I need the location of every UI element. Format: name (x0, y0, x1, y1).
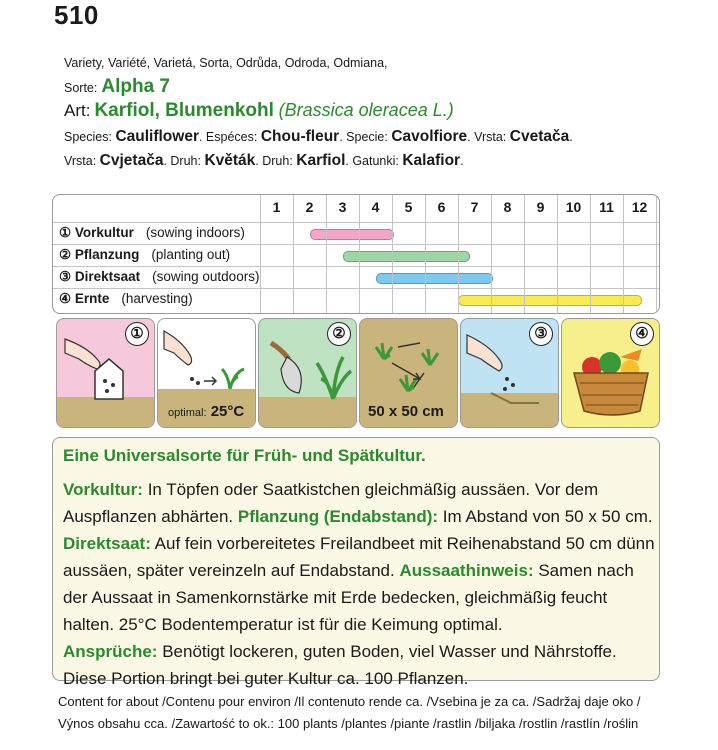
species-translations-2: Vrsta: Cvjetača. Druh: Květák. Druh: Karfiol. Gatunki: Kalafior. (64, 152, 464, 169)
tile-harvest (561, 318, 660, 428)
month-12: 12 (631, 199, 648, 215)
step-3-badge: ③ (529, 322, 553, 346)
calendar-grid-line (425, 195, 426, 313)
variety-line (64, 76, 170, 98)
art-label: Art: (64, 101, 91, 120)
tile-planting-out (258, 318, 357, 428)
calendar-row-ernte: ④ Ernte (harvesting) (53, 288, 659, 311)
calendar-grid-line (524, 195, 525, 313)
calendar-row-vorkultur: ① Vorkultur (sowing indoors) (53, 222, 659, 245)
species-translations-1: Species: Cauliflower. Espéces: Chou-fleur. Specie: Cavolfiore. Vrsta: Cvetača. (64, 128, 573, 145)
calendar-grid-line (656, 195, 657, 313)
description-box (52, 437, 660, 688)
calendar-grid-line (590, 195, 591, 313)
calendar-grid-line (557, 195, 558, 313)
calendar-grid-line (293, 195, 294, 313)
calendar-grid-line (359, 195, 360, 313)
calendar-grid-line (491, 195, 492, 313)
month-11: 11 (599, 199, 614, 215)
calendar-grid-line (326, 195, 327, 313)
species-line (64, 100, 454, 122)
tile-germination (157, 318, 256, 428)
month-3: 3 (338, 199, 347, 215)
variety-code: 510 (54, 0, 99, 30)
description-headline: Eine Universalsorte für Früh- und Spätkultur. (63, 446, 426, 465)
calendar-row-direktsaat: ③ Direktsaat (sowing outdoors) (53, 266, 659, 289)
calendar-grid-line (260, 195, 261, 313)
month-6: 6 (437, 199, 446, 215)
species-name: Karfiol, Blumenkohl (94, 100, 274, 121)
month-5: 5 (404, 199, 413, 215)
description-body: Vorkultur: In Töpfen oder Saatkistchen gleichmäßig aussäen. Vor dem Auspflanzen abhärten. Pflanzung (Endabstand): Im Abstand von 50 x 50 cm. Direktsaat: Auf fein vorbereitetes Freilandbeet mit Reihenabstand 50 cm dünn aussäen, später vereinzeln auf Endabstand. Aussaathinweis: Samen nach der Aussaat in Samenkornstärke mit Erde bedecken, gleichmäßig feucht halten. 25°C Bodentemperatur ist für die Keimung optimal. Ansprüche: Benötigt lockeren, guten Boden, viel Wasser und Nährstoffe. Diese Portion bringt bei guter Kultur ca. 100 Pflanzen. (63, 480, 655, 688)
bar-ernte (458, 295, 642, 306)
month-2: 2 (305, 199, 314, 215)
bar-direktsaat (376, 273, 494, 284)
tile-sowing-outdoors (460, 318, 559, 428)
step-4-badge: ④ (630, 322, 654, 346)
tile-sowing-indoors (56, 318, 155, 428)
month-7: 7 (470, 199, 479, 215)
month-4: 4 (371, 199, 380, 215)
calendar-grid-line (623, 195, 624, 313)
variety-languages: Variety, Variété, Varietá, Sorta, Odrůda, Odroda, Odmiana, (64, 56, 388, 70)
bar-pflanzung (343, 251, 470, 262)
tile-spacing (359, 318, 458, 428)
calendar-row-pflanzung: ② Pflanzung (planting out) (53, 244, 659, 267)
sorte-label: Sorte: (64, 81, 98, 95)
optimal-temperature: optimal: 25°C (168, 403, 245, 420)
calendar-grid-line (458, 195, 459, 313)
month-8: 8 (503, 199, 512, 215)
month-9: 9 (536, 199, 545, 215)
calendar-grid-line (392, 195, 393, 313)
month-1: 1 (272, 199, 281, 215)
variety-name: Alpha 7 (101, 76, 170, 97)
month-10: 10 (565, 199, 582, 215)
content-note-line-1: Content for about /Contenu pour environ /Il contenuto rende ca. /Vsebina je za ca. /Sadržaj daje oko / (58, 694, 641, 709)
content-note-line-2: Výnos obsahu cca. /Zawartość to ok.: 100 plants /plantes /piante /rastlin /biljaka /rostlin /rastlín /roślin (58, 716, 639, 731)
spacing-label: 50 x 50 cm (368, 403, 444, 420)
sowing-calendar (52, 194, 660, 314)
latin-name: (Brassica oleracea L.) (278, 100, 454, 120)
step-1-badge: ① (125, 322, 149, 346)
content-note (58, 691, 640, 735)
step-2-badge: ② (327, 322, 351, 346)
calendar-header (53, 195, 659, 222)
bar-vorkultur (310, 229, 395, 240)
